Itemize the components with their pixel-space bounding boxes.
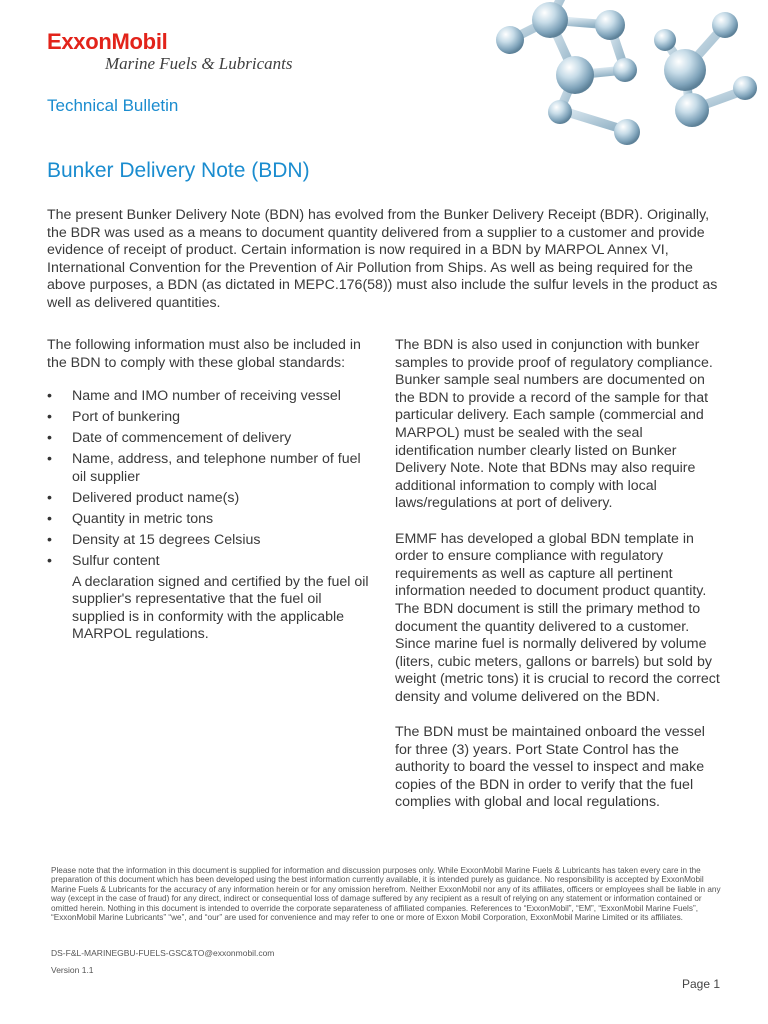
requirements-lead: The following information must also be included in the BDN to comply with these global standards: <box>47 337 361 371</box>
list-item: • Sulfur content <box>47 553 372 571</box>
molecule-illustration <box>455 0 768 160</box>
contact-email: DS-F&L-MARINEGBU-FUELS-GSC&TO@exxonmobil.com <box>51 948 275 958</box>
exxonmobil-logo: ExxonMobil <box>47 29 168 54</box>
right-column <box>395 337 723 830</box>
list-item: • Date of commencement of delivery <box>47 430 372 448</box>
brand-header <box>47 30 292 74</box>
list-item: • Port of bunkering <box>47 409 372 427</box>
version-label: Version 1.1 <box>51 965 94 975</box>
list-item: • Quantity in metric tons <box>47 511 372 529</box>
retention-paragraph: The BDN must be maintained onboard the vessel for three (3) years. Port State Control has the authority to board the vessel to inspect and make copies of the BDN in order to verify that the fuel complies with global and local regulations. <box>395 724 705 811</box>
intro-paragraph: The present Bunker Delivery Note (BDN) has evolved from the Bunker Delivery Receipt (BDR). Originally, the BDR was used as a means to document quantity delivered from a supplier to a customer and provide evidence of receipt of product. Certain information is now required in a BDN by MARPOL Annex VI, International Convention for the Prevention of Air Pollution from Ships. As well as being required for the above purposes, a BDN (as dictated in MEPC.176(58)) must also include the sulfur levels in the product as well as delivered quantities. <box>47 207 718 311</box>
left-column <box>47 337 372 644</box>
list-item: • Delivered product name(s) <box>47 490 372 508</box>
template-paragraph: EMMF has developed a global BDN template in order to ensure compliance with regulatory requirements as well as capture all pertinent information needed to document product quantity. The BDN document is still the primary method to document the quantity delivered to a customer. Since marine fuel is normally delivered by volume (liters, cubic meters, gallons or barrels) but sold by weight (metric tons) it is crucial to record the correct density and volume delivered on the BDN. <box>395 530 720 705</box>
list-item: • Density at 15 degrees Celsius <box>47 532 372 550</box>
page-number: Page 1 <box>682 977 721 991</box>
disclaimer-text: Please note that the information in this document is supplied for information and discussion purposes only. While ExxonMobil Marine Fuels & Lubricants has taken every care in the preparation of this document which has been developed using the best information currently available, it is intended purely as guidance. No responsibility is accepted by ExxonMobil Marine Fuels & Lubricants for the accuracy of any information herein or for any omission herefrom. Neither ExxonMobil nor any of its affiliates, officers or employees shall be liable in any way (except in the case of fraud) for any direct, indirect or consequential loss of damage suffered by any recipient as a result of relying on any statement or information contained or omitted herein. Nothing in this document is intended to override the corporate separateness of affiliated companies. References to “ExxonMobil”, “EM”, “ExxonMobil Marine Fuels”, “ExxonMobil Marine Lubricants” “we”, and “our” are used for convenience and may refer to one or more of Exxon Mobil Corporation, ExxonMobil Marine Limited or its affiliates. <box>51 866 721 923</box>
page-title: Bunker Delivery Note (BDN) <box>47 159 310 182</box>
requirements-list <box>47 388 372 570</box>
division-name: Marine Fuels & Lubricants <box>105 54 293 73</box>
declaration-text: A declaration signed and certified by the fuel oil supplier's representative that the fuel oil supplied is in conformity with the applicable MARPOL regulations. <box>72 573 369 643</box>
bulletin-label: Technical Bulletin <box>47 96 179 115</box>
list-item: • Name, address, and telephone number of fuel oil supplier <box>47 451 372 486</box>
list-item: • Name and IMO number of receiving vessel <box>47 388 372 406</box>
samples-paragraph: The BDN is also used in conjunction with bunker samples to provide proof of regulatory compliance. Bunker sample seal numbers are documented on the BDN to provide a record of the sample for that particular delivery. Each sample (commercial and MARPOL) must be sealed with the seal identification number clearly listed on Bunker Delivery Note. Note that BDNs may also require additional information to comply with local laws/regulations at port of delivery. <box>395 337 713 512</box>
